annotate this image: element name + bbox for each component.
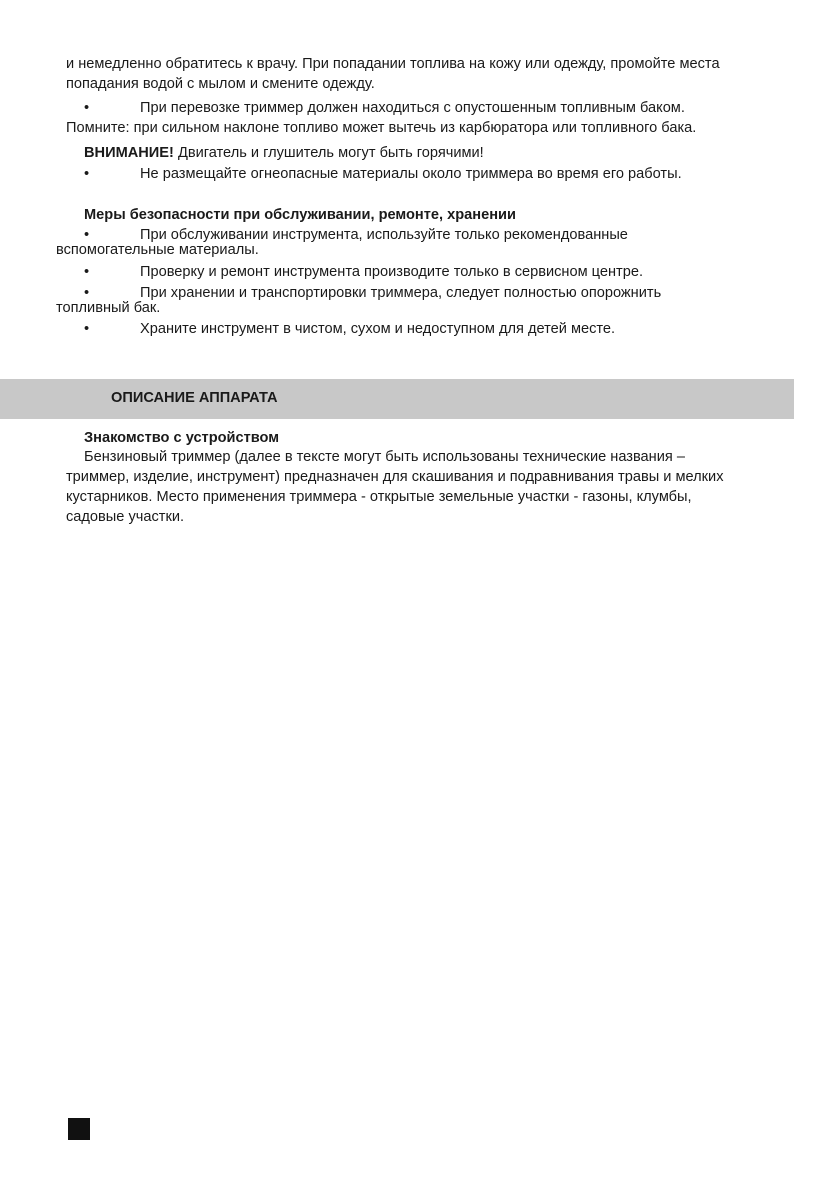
maintenance-item-3-cont: топливный бак. xyxy=(56,300,161,316)
bullet-dot: • xyxy=(84,285,90,301)
maintenance-item-1-cont: вспомогательные материалы. xyxy=(56,242,259,258)
device-line-2: триммер, изделие, инструмент) предназначен для скашивания и подравнивания травы и мелких xyxy=(66,469,724,485)
maintenance-item-1: При обслуживании инструмента, используйте только рекомендованные xyxy=(140,227,628,243)
bullet-dot: • xyxy=(84,100,90,116)
warning-line xyxy=(84,145,484,161)
maintenance-item-2: Проверку и ремонт инструмента производите только в сервисном центре. xyxy=(140,264,644,280)
section-header-band xyxy=(0,379,794,419)
intro-line-2: попадания водой с мылом и смените одежду. xyxy=(66,76,375,92)
intro-line-1: и немедленно обратитесь к врачу. При попадании топлива на кожу или одежду, промойте места xyxy=(66,56,720,72)
warning-text: Двигатель и глушитель могут быть горячими! xyxy=(177,145,484,161)
bullet-dot: • xyxy=(84,166,90,182)
warning-bullet: Не размещайте огнеопасные материалы около триммера во время его работы. xyxy=(140,166,682,182)
section-title: ОПИСАНИЕ АППАРАТА xyxy=(111,390,278,406)
maintenance-item-4: Храните инструмент в чистом, сухом и недоступном для детей месте. xyxy=(140,321,616,337)
device-line-3: кустарников. Место применения триммера - открытые земельные участки - газоны, клумбы, xyxy=(66,489,692,505)
device-line-1: Бензиновый триммер (далее в тексте могут быть использованы технические названия – xyxy=(84,449,685,465)
bullet-dot: • xyxy=(84,321,90,337)
page-marker-square xyxy=(68,1118,90,1140)
warning-label: ВНИМАНИЕ! xyxy=(84,145,174,161)
maintenance-item-3: При хранении и транспортировки триммера, следует полностью опорожнить xyxy=(140,285,662,301)
transport-bullet: При перевозке триммер должен находиться с опустошенным топливным баком. xyxy=(140,100,685,116)
device-heading: Знакомство с устройством xyxy=(84,430,280,446)
transport-note: Помните: при сильном наклоне топливо может вытечь из карбюратора или топливного бака. xyxy=(66,120,697,136)
maintenance-heading: Меры безопасности при обслуживании, ремонте, хранении xyxy=(84,207,516,223)
bullet-dot: • xyxy=(84,227,90,243)
device-line-4: садовые участки. xyxy=(66,509,185,525)
bullet-dot: • xyxy=(84,264,90,280)
